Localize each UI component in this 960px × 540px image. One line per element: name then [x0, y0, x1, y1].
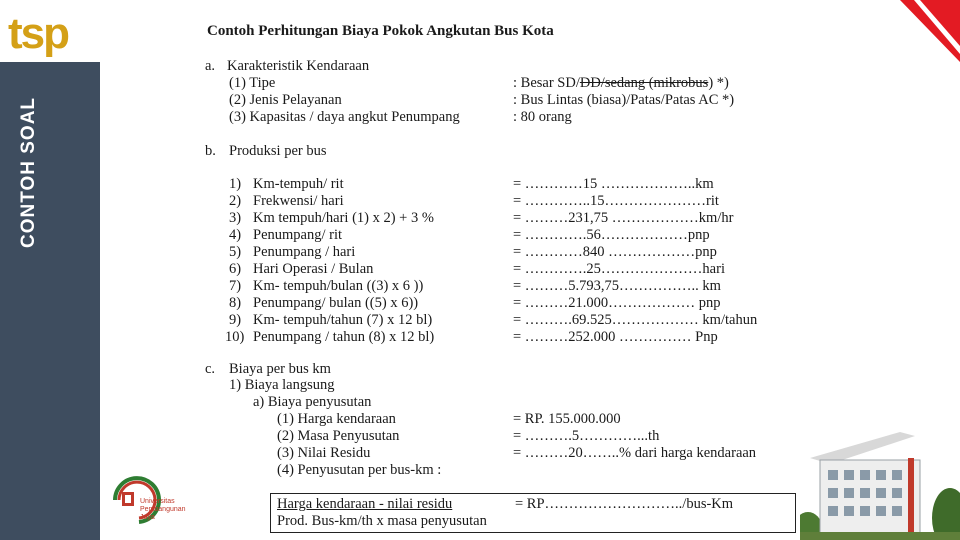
- production-row-number: 2): [229, 193, 242, 209]
- production-row-number: 7): [229, 278, 242, 294]
- production-row-label: Penumpang/ rit: [253, 227, 343, 243]
- production-row-value: = ………252.000 …………… Pnp: [513, 329, 718, 345]
- university-name: Universitas Pembangunan Jaya: [140, 498, 186, 521]
- formula-result: = RP………………………../bus-Km: [515, 496, 734, 512]
- c-row-value: = RP. 155.000.000: [513, 411, 621, 427]
- section-a-heading: Karakteristik Kendaraan: [227, 58, 370, 74]
- depreciation-heading: a) Biaya penyusutan: [253, 394, 372, 410]
- production-row-label: Km tempuh/hari (1) x 2) + 3 %: [253, 210, 434, 226]
- sidebar: [0, 0, 100, 540]
- section-b-heading: Produksi per bus: [229, 143, 327, 159]
- direct-cost-heading: 1) Biaya langsung: [229, 377, 335, 393]
- production-row-value: = …………840 ………………pnp: [513, 244, 717, 260]
- formula-box: [270, 493, 796, 533]
- production-row-number: 9): [229, 312, 242, 328]
- a-row-label: (3) Kapasitas / daya angkut Penumpang: [229, 109, 460, 125]
- production-row-value: = ………21.000……………… pnp: [513, 295, 721, 311]
- building-image: [800, 428, 960, 540]
- section-c-marker: c.: [205, 361, 216, 377]
- sidebar-title: CONTOH SOAL: [18, 96, 39, 248]
- production-row-value: = …………..15…………………rit: [513, 193, 719, 209]
- production-row-label: Frekwensi/ hari: [253, 193, 344, 209]
- section-c-heading: Biaya per bus km: [229, 361, 331, 377]
- production-row-label: Km- tempuh/tahun (7) x 12 bl): [253, 312, 433, 328]
- sidebar-band: [0, 62, 100, 540]
- production-row-number: 5): [229, 244, 242, 260]
- formula-numerator: Harga kendaraan - nilai residu: [277, 496, 453, 512]
- c-row-label: (2) Masa Penyusutan: [277, 428, 400, 444]
- production-row-value: = ………….25…………………hari: [513, 261, 725, 277]
- production-row-number: 3): [229, 210, 242, 226]
- production-row-label: Penumpang / tahun (8) x 12 bl): [253, 329, 435, 345]
- production-row-label: Penumpang/ bulan ((5) x 6)): [253, 295, 419, 311]
- production-row-label: Km-tempuh/ rit: [253, 176, 344, 192]
- production-row-number: 8): [229, 295, 242, 311]
- production-row-value: = …………15 ………………..km: [513, 176, 714, 192]
- production-row-number: 1): [229, 176, 242, 192]
- c-row-value: = ……….5…………...th: [513, 428, 660, 444]
- a-row-value: : 80 orang: [513, 109, 572, 125]
- production-row-number: 4): [229, 227, 242, 243]
- production-row-value: = ………….56………………pnp: [513, 227, 710, 243]
- production-row-value: = ………5.793,75…………….. km: [513, 278, 721, 294]
- tsp-logo: tsp: [8, 9, 68, 58]
- a-row-label: (2) Jenis Pelayanan: [229, 92, 342, 108]
- section-a-marker: a.: [205, 58, 216, 74]
- c-row-value: = ………20……..% dari harga kendaraan: [513, 445, 757, 461]
- section-b-marker: b.: [205, 143, 216, 159]
- production-row-value: = ……….69.525……………… km/tahun: [513, 312, 758, 328]
- c-row-label: (3) Nilai Residu: [277, 445, 371, 461]
- formula-denominator: Prod. Bus-km/th x masa penyusutan: [277, 513, 487, 529]
- production-row-label: Hari Operasi / Bulan: [253, 261, 374, 277]
- c-row-label: (4) Penyusutan per bus-km :: [277, 462, 442, 478]
- c-row-label: (1) Harga kendaraan: [277, 411, 396, 427]
- document: [205, 0, 805, 540]
- production-row-number: 10): [225, 329, 245, 345]
- a-row-value: : Besar SD/DD/sedang (mikrobus) *): [513, 75, 729, 91]
- doc-title: Contoh Perhitungan Biaya Pokok Angkutan Bus Kota: [207, 23, 554, 39]
- a-row-label: (1) Tipe: [229, 75, 276, 91]
- production-row-label: Km- tempuh/bulan ((3) x 6 )): [253, 278, 424, 294]
- production-row-value: = ………231,75 ………………km/hr: [513, 210, 734, 226]
- a-row-value: : Bus Lintas (biasa)/Patas/Patas AC *): [513, 92, 735, 108]
- corner-decoration: [900, 0, 960, 62]
- production-row-number: 6): [229, 261, 242, 277]
- production-row-label: Penumpang / hari: [253, 244, 356, 260]
